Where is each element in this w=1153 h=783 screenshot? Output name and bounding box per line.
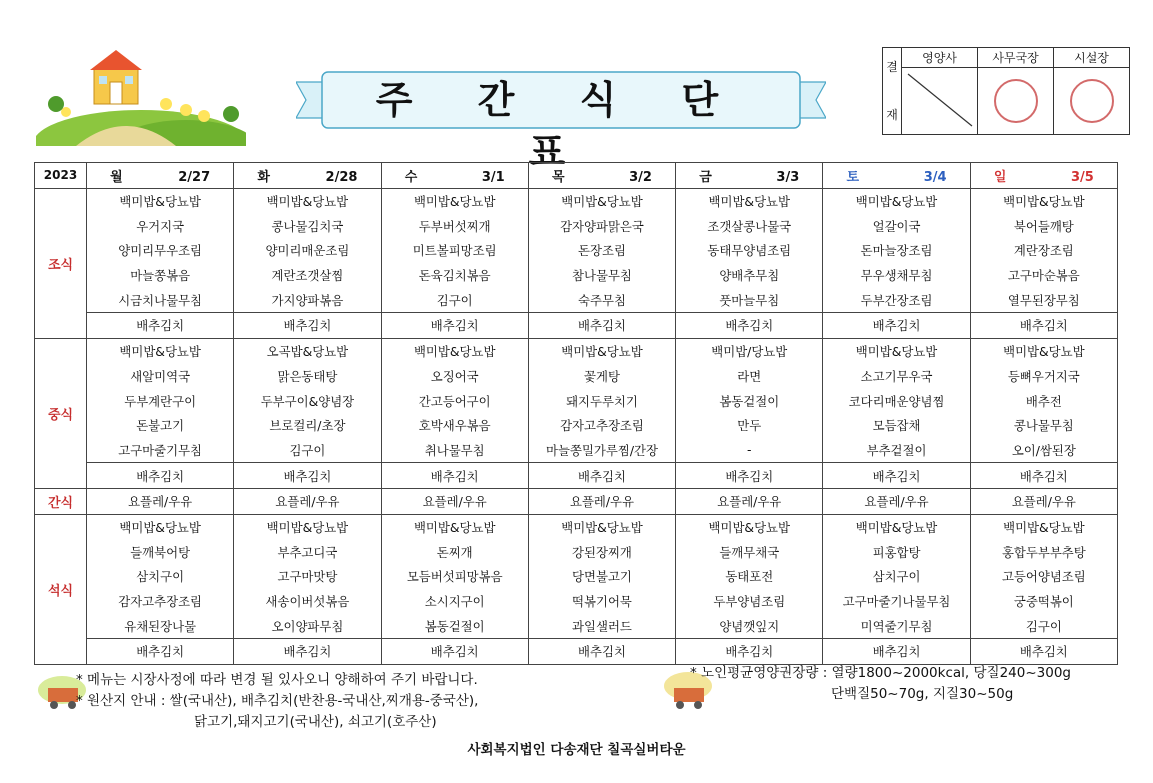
menu-item-cell: 백미밥&당뇨밥 [234,514,381,539]
menu-item-cell: 배추김치 [970,639,1117,665]
menu-item-cell: 돈불고기 [87,413,234,438]
menu-item-cell: 백미밥&당뇨밥 [87,188,234,213]
menu-item-cell: 두부양념조림 [676,589,823,614]
nutrition-line: 단백질50~70g, 지질30~50g [831,686,1014,702]
menu-item-cell: 돈찌개 [381,539,528,564]
menu-item-cell: 부추겉절이 [823,438,970,463]
menu-item-cell: 맑은동태탕 [234,364,381,389]
menu-item-cell: 유채된장나물 [87,613,234,638]
menu-item-cell: 만두 [676,413,823,438]
menu-item-cell: 돈마늘장조림 [823,238,970,263]
menu-item-cell: 백미밥&당뇨밥 [970,514,1117,539]
menu-item-cell: 모듬버섯피망볶음 [381,564,528,589]
menu-item-cell: 백미밥/당뇨밥 [676,338,823,363]
menu-item-cell: 동태무양념조림 [676,238,823,263]
menu-item-cell: 들깨무채국 [676,539,823,564]
menu-row [35,213,1118,238]
menu-item-cell: 고등어양념조림 [970,564,1117,589]
menu-item-cell: 봄동겉절이 [381,613,528,638]
menu-row [35,188,1118,213]
menu-item-cell: 라면 [676,364,823,389]
day-label: 월 [110,169,123,185]
menu-item-cell: 시금치나물무침 [87,287,234,312]
menu-item-cell: 등뼈우거지국 [970,364,1117,389]
menu-item-cell: 강된장찌개 [528,539,675,564]
menu-item-cell: 배추김치 [528,639,675,665]
menu-item-cell: 배추김치 [381,313,528,339]
menu-item-cell: 배추전 [970,388,1117,413]
menu-item-cell: 모듬잡채 [823,413,970,438]
menu-item-cell: 호박새우볶음 [381,413,528,438]
menu-item-cell: 백미밥&당뇨밥 [676,188,823,213]
menu-item-cell: 김구이 [970,613,1117,638]
menu-item-cell: 동태포전 [676,564,823,589]
menu-item-cell: 두부구이&양념장 [234,388,381,413]
menu-row [35,287,1118,312]
menu-item-cell: 새송이버섯볶음 [234,589,381,614]
approval-header: 사무국장 [978,48,1054,68]
menu-item-cell: 배추김치 [234,639,381,665]
menu-item-cell: 백미밥&당뇨밥 [381,514,528,539]
menu-row [35,438,1118,463]
date-label: 3/2 [629,169,652,185]
menu-row [35,238,1118,263]
menu-item-cell: 오이/쌈된장 [970,438,1117,463]
menu-item-cell: 백미밥&당뇨밥 [676,514,823,539]
menu-item-cell: 부추고디국 [234,539,381,564]
day-header-cell [87,163,234,189]
menu-row [35,613,1118,638]
approval-header: 시설장 [1054,48,1130,68]
menu-item-cell: 마늘쫑밀가루찜/간장 [528,438,675,463]
menu-item-cell: 감자고추장조림 [87,589,234,614]
day-label: 화 [257,169,270,185]
menu-item-cell: 홍합두부부추탕 [970,539,1117,564]
approval-header: 영양사 [902,48,978,68]
note-line: * 메뉴는 시장사정에 따라 변경 될 있사오니 양해하여 주기 바랍니다. [76,672,478,688]
menu-item-cell: 백미밥&당뇨밥 [823,188,970,213]
menu-item-cell: 백미밥&당뇨밥 [528,514,675,539]
menu-row [35,514,1118,539]
menu-item-cell: 봄동겉절이 [676,388,823,413]
menu-item-cell: 코다리매운양념찜 [823,388,970,413]
day-header-cell [234,163,381,189]
menu-row [35,639,1118,665]
menu-item-cell: 백미밥&당뇨밥 [87,338,234,363]
meal-label: 석식 [35,514,87,664]
approval-box [882,47,1130,135]
menu-item-cell: 삼치구이 [823,564,970,589]
menu-item-cell: 김구이 [381,287,528,312]
menu-item-cell: 배추김치 [87,463,234,489]
menu-item-cell: 배추김치 [970,463,1117,489]
menu-item-cell: 백미밥&당뇨밥 [381,338,528,363]
menu-item-cell: 콩나물김치국 [234,213,381,238]
menu-item-cell: 돈장조림 [528,238,675,263]
menu-item-cell: 배추김치 [823,463,970,489]
menu-row [35,488,1118,514]
menu-item-cell: 고구마순볶음 [970,263,1117,288]
day-label: 토 [846,169,860,185]
menu-item-cell: 요플레/우유 [970,488,1117,514]
approval-sign-cell [978,68,1054,135]
menu-item-cell: 김구이 [234,438,381,463]
meal-label: 조식 [35,188,87,338]
seal-stamp-icon [1070,79,1114,123]
day-header-cell [970,163,1117,189]
date-label: 3/4 [923,169,947,185]
date-label: 2/28 [325,169,358,185]
menu-item-cell: 간고등어구이 [381,388,528,413]
date-label: 2/27 [178,169,211,185]
menu-item-cell: 계란장조림 [970,238,1117,263]
menu-row [35,463,1118,489]
menu-row [35,388,1118,413]
menu-item-cell: 배추김치 [87,313,234,339]
menu-item-cell: 새알미역국 [87,364,234,389]
footer-organization: 사회복지법인 다송재단 칠곡실버타운 [467,742,686,758]
day-label: 일 [993,169,1007,185]
menu-item-cell: 백미밥&당뇨밥 [234,188,381,213]
menu-item-cell: 무우생채무침 [823,263,970,288]
date-label: 3/1 [481,169,505,185]
menu-item-cell: 배추김치 [823,639,970,665]
menu-item-cell: 가지양파볶음 [234,287,381,312]
menu-item-cell: 고구마줄기나물무침 [823,589,970,614]
day-label: 목 [551,169,565,185]
day-label: 금 [699,169,712,185]
date-label: 3/3 [776,169,800,185]
seal-stamp-icon [994,79,1038,123]
menu-row [35,539,1118,564]
day-header-cell [528,163,675,189]
menu-item-cell: 조갯살콩나물국 [676,213,823,238]
menu-item-cell: 배추김치 [676,463,823,489]
menu-item-cell: 소시지구이 [381,589,528,614]
menu-item-cell: 배추김치 [234,313,381,339]
menu-item-cell: 백미밥&당뇨밥 [528,188,675,213]
menu-item-cell: 돼지두루치기 [528,388,675,413]
menu-item-cell: 브로컬리/초장 [234,413,381,438]
menu-item-cell: 계란조갯살찜 [234,263,381,288]
menu-item-cell: 백미밥&당뇨밥 [970,188,1117,213]
menu-row [35,364,1118,389]
menu-row [35,338,1118,363]
menu-item-cell: 풋마늘무침 [676,287,823,312]
nutrition-line: * 노인평균영양권장량 : 열량1800~2000kcal, 당질240~300g [690,665,1071,681]
menu-item-cell: 꽃게탕 [528,364,675,389]
menu-item-cell: 백미밥&당뇨밥 [823,514,970,539]
menu-item-cell: 얼갈이국 [823,213,970,238]
menu-item-cell: - [676,438,823,463]
menu-item-cell: 백미밥&당뇨밥 [528,338,675,363]
approval-sign-cell [902,68,978,135]
day-header-cell [381,163,528,189]
menu-item-cell: 고구마줄기무침 [87,438,234,463]
menu-item-cell: 백미밥&당뇨밥 [823,338,970,363]
note-line: * 원산지 안내 : 쌀(국내산), 배추김치(반찬용-국내산,찌개용-중국산), [76,693,479,709]
menu-item-cell: 콩나물무침 [970,413,1117,438]
year-cell: 2023 [35,163,87,189]
menu-item-cell: 양미리매운조림 [234,238,381,263]
menu-item-cell: 배추김치 [970,313,1117,339]
menu-item-cell: 요플레/우유 [676,488,823,514]
menu-item-cell: 돈육김치볶음 [381,263,528,288]
menu-item-cell: 배추김치 [528,313,675,339]
menu-item-cell: 북어들깨탕 [970,213,1117,238]
menu-item-cell: 백미밥&당뇨밥 [970,338,1117,363]
menu-item-cell: 요플레/우유 [528,488,675,514]
menu-item-cell: 취나물무침 [381,438,528,463]
menu-item-cell: 양미리무우조림 [87,238,234,263]
notes [76,670,478,733]
menu-item-cell: 삼치구이 [87,564,234,589]
slash-mark-icon [902,68,977,131]
menu-item-cell: 떡볶기어묵 [528,589,675,614]
menu-item-cell: 두부버섯찌개 [381,213,528,238]
menu-item-cell: 요플레/우유 [234,488,381,514]
day-header-row [35,163,1118,189]
menu-item-cell: 배추김치 [87,639,234,665]
menu-item-cell: 양배추무침 [676,263,823,288]
menu-row [35,413,1118,438]
menu-item-cell: 배추김치 [676,313,823,339]
menu-item-cell: 배추김치 [234,463,381,489]
date-label: 3/5 [1071,169,1094,185]
menu-item-cell: 오곡밥&당뇨밥 [234,338,381,363]
weekly-menu-table [34,162,1118,665]
menu-row [35,589,1118,614]
menu-item-cell: 당면불고기 [528,564,675,589]
menu-item-cell: 요플레/우유 [87,488,234,514]
page-title: 주 간 식 단 표 [375,78,745,174]
day-header-cell [823,163,970,189]
menu-item-cell: 두부계란구이 [87,388,234,413]
menu-item-cell: 궁중떡볶이 [970,589,1117,614]
day-label: 수 [404,169,418,185]
menu-item-cell: 배추김치 [381,639,528,665]
menu-item-cell: 마늘쫑볶음 [87,263,234,288]
menu-row [35,263,1118,288]
menu-item-cell: 과일샐러드 [528,613,675,638]
menu-item-cell: 백미밥&당뇨밥 [381,188,528,213]
menu-item-cell: 미트볼피망조림 [381,238,528,263]
menu-item-cell: 피홍합탕 [823,539,970,564]
menu-item-cell: 양념깻잎지 [676,613,823,638]
menu-item-cell: 배추김치 [528,463,675,489]
menu-item-cell: 요플레/우유 [381,488,528,514]
menu-item-cell: 두부간장조림 [823,287,970,312]
menu-item-cell: 감자양파맑은국 [528,213,675,238]
meal-label: 중식 [35,338,87,488]
note-line: 닭고기,돼지고기(국내산), 쇠고기(호주산) [194,714,437,730]
menu-item-cell: 오이양파무침 [234,613,381,638]
menu-row [35,313,1118,339]
menu-item-cell: 백미밥&당뇨밥 [87,514,234,539]
day-header-cell [676,163,823,189]
menu-item-cell: 배추김치 [823,313,970,339]
menu-item-cell: 미역줄기무침 [823,613,970,638]
school-hill-illustration [36,46,246,146]
menu-item-cell: 고구마맛탕 [234,564,381,589]
approval-side-label: 결 재 [883,48,902,135]
menu-item-cell: 소고기무우국 [823,364,970,389]
menu-item-cell: 숙주무침 [528,287,675,312]
menu-item-cell: 요플레/우유 [823,488,970,514]
menu-item-cell: 오징어국 [381,364,528,389]
menu-item-cell: 우거지국 [87,213,234,238]
menu-item-cell: 감자고추장조림 [528,413,675,438]
nutrition-note [690,663,1071,705]
approval-sign-cell [1054,68,1130,135]
menu-item-cell: 들깨북어탕 [87,539,234,564]
menu-item-cell: 배추김치 [676,639,823,665]
meal-label: 간식 [35,488,87,514]
menu-item-cell: 열무된장무침 [970,287,1117,312]
menu-item-cell: 참나물무침 [528,263,675,288]
menu-row [35,564,1118,589]
menu-item-cell: 배추김치 [381,463,528,489]
